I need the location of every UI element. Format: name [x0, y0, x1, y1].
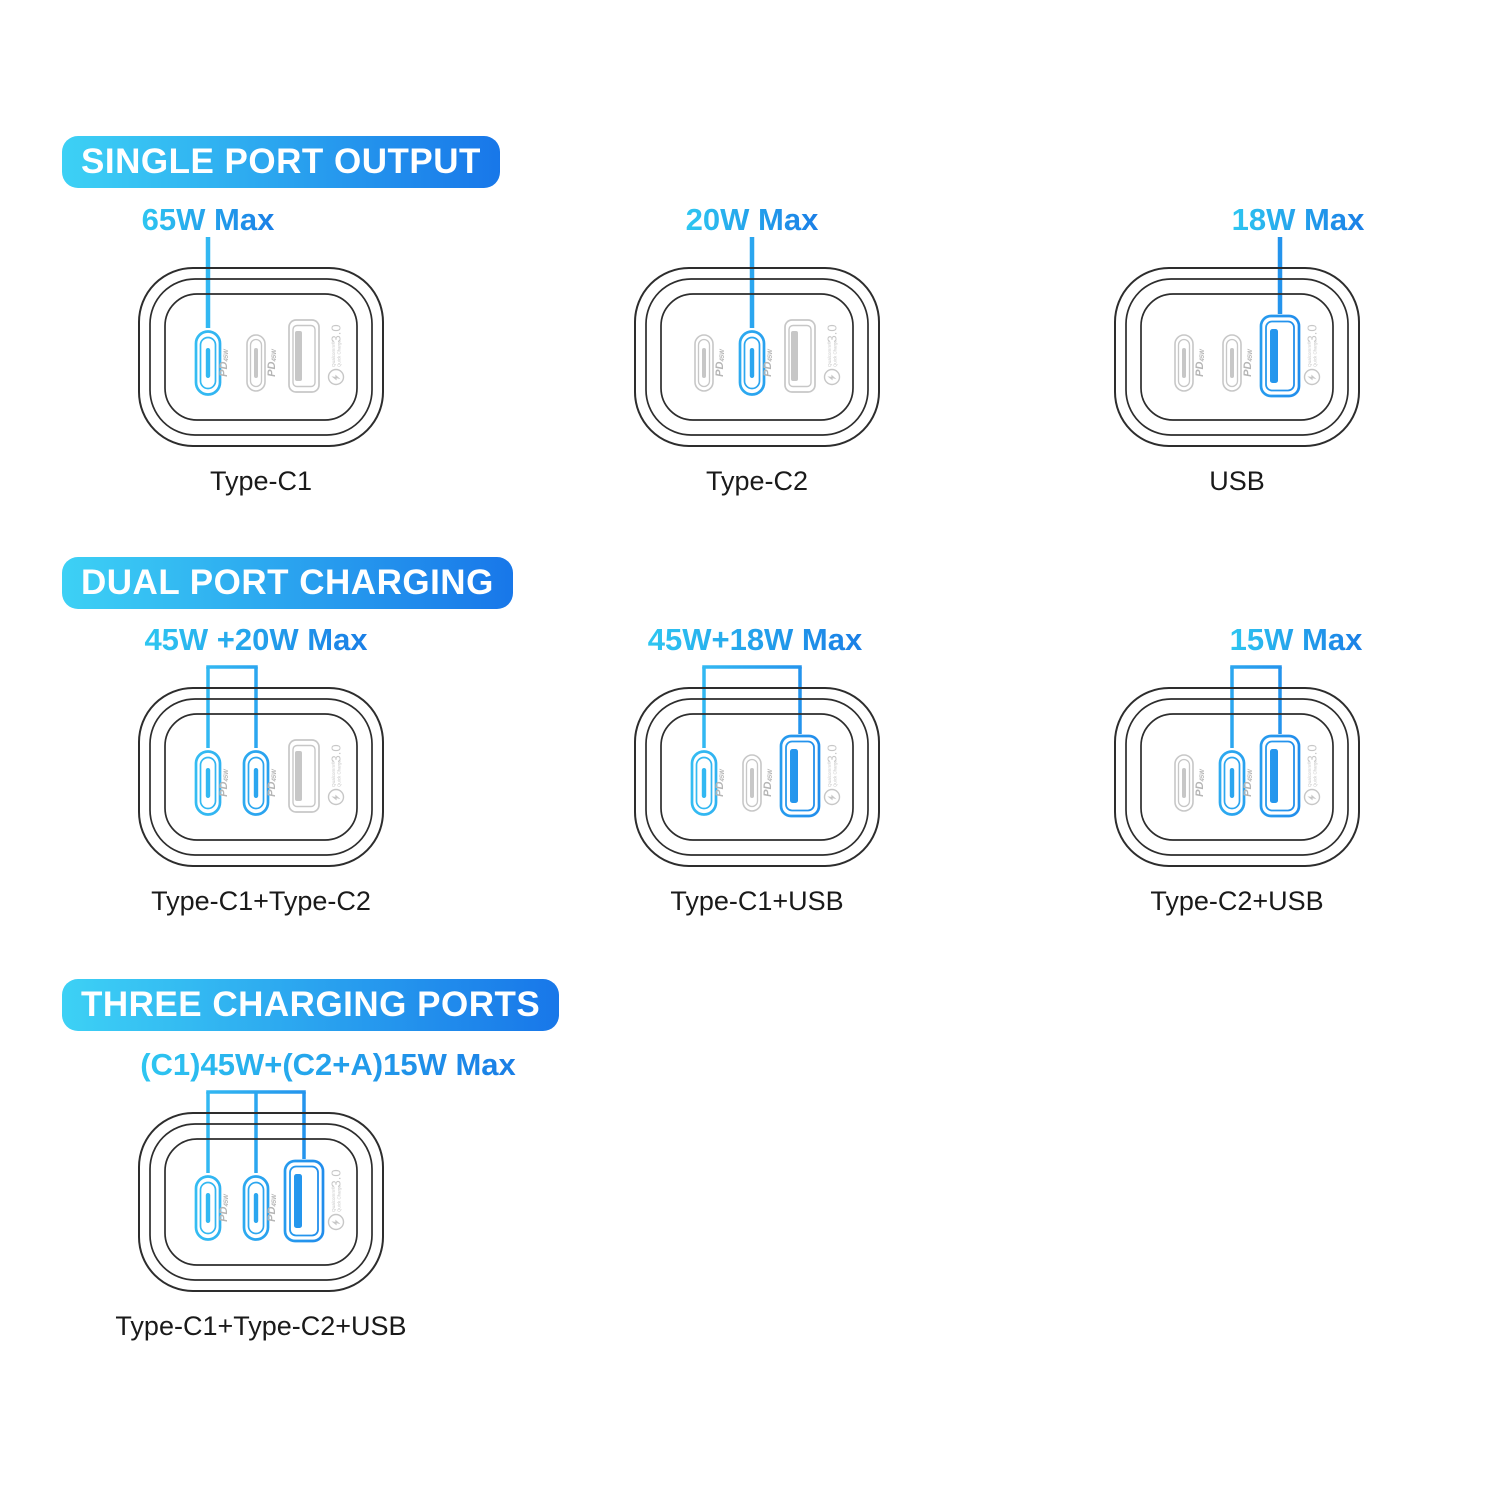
qc-sub-text: Quick Charge	[832, 760, 838, 787]
port-c1	[1175, 335, 1193, 391]
power-label: 45W +20W Max	[144, 622, 368, 657]
charger-diagram	[51, 1040, 516, 1360]
svg-text:PD45W: PD45W	[714, 769, 726, 797]
lightning-bolt-icon	[331, 375, 340, 381]
power-label: (C1)45W+(C2+A)15W Max	[140, 1047, 516, 1082]
qc-brand-text: Qualcomm®	[330, 341, 336, 367]
svg-text:PD45W: PD45W	[762, 769, 774, 797]
charger-body	[1115, 688, 1359, 866]
charger-body	[139, 1113, 383, 1291]
qc-brand-text: Qualcomm®	[826, 761, 832, 787]
qc-version-text: 3.0	[328, 744, 344, 763]
pd-print-c1	[1194, 768, 1206, 797]
qc-sub-text: Quick Charge	[832, 340, 838, 367]
qc-brand-text: Qualcomm®	[330, 1186, 336, 1212]
charger-cell	[51, 615, 471, 935]
port-usb	[785, 320, 815, 392]
caption: Type-C1+Type-C2+USB	[115, 1311, 407, 1341]
lightning-bolt-icon	[827, 795, 836, 801]
svg-text:PD45W: PD45W	[714, 349, 726, 377]
qc-brand-text: Qualcomm®	[1306, 761, 1312, 787]
svg-text:PD45W: PD45W	[266, 769, 278, 797]
qc-brand-text: Qualcomm®	[330, 761, 336, 787]
qc-sub-text: Quick Charge	[336, 760, 342, 787]
svg-text:PD45W: PD45W	[266, 349, 278, 377]
charger-diagram	[547, 615, 967, 935]
pd-print-c2	[266, 348, 278, 377]
quick-charge-3-logo	[1305, 324, 1320, 384]
port-usb	[1261, 736, 1299, 816]
svg-text:PD45W: PD45W	[1242, 769, 1254, 797]
qc-brand-text: Qualcomm®	[826, 341, 832, 367]
qc-version-text: 3.0	[1304, 744, 1320, 763]
caption: Type-C1	[209, 466, 313, 496]
port-c2	[247, 335, 265, 391]
power-label: 45W+18W Max	[647, 622, 863, 657]
port-c2	[1220, 752, 1244, 815]
port-c2	[740, 332, 764, 395]
charger-diagram	[51, 195, 471, 515]
svg-text:PD45W: PD45W	[266, 1194, 278, 1222]
port-c1	[695, 335, 713, 391]
charger-cell	[51, 195, 471, 515]
pd-print-c1	[714, 348, 726, 377]
power-label: 15W Max	[1229, 622, 1363, 657]
qc-version-text: 3.0	[328, 324, 344, 343]
qc-version-text: 3.0	[328, 1169, 344, 1188]
pd-print-c2	[1242, 348, 1254, 377]
charger-diagram	[547, 195, 967, 515]
svg-text:PD45W: PD45W	[218, 769, 230, 797]
port-c2	[244, 1177, 268, 1240]
charger-cell	[1027, 615, 1447, 935]
caption: Type-C1+Type-C2	[151, 886, 371, 916]
charger-diagram	[1027, 195, 1447, 515]
svg-text:PD45W: PD45W	[1194, 349, 1206, 377]
port-c1	[196, 752, 220, 815]
power-label: 18W Max	[1231, 202, 1365, 237]
qc-sub-text: Quick Charge	[336, 1185, 342, 1212]
port-c2	[244, 752, 268, 815]
port-usb	[1261, 316, 1299, 396]
caption: Type-C2	[705, 466, 809, 496]
power-label: 20W Max	[685, 202, 819, 237]
port-usb	[781, 736, 819, 816]
port-usb	[285, 1161, 323, 1241]
qc-sub-text: Quick Charge	[336, 340, 342, 367]
port-c2	[1223, 335, 1241, 391]
port-c2	[743, 755, 761, 811]
qc-sub-text: Quick Charge	[1312, 760, 1318, 787]
quick-charge-3-logo	[1305, 744, 1320, 804]
port-c1	[196, 332, 220, 395]
quick-charge-3-logo	[329, 1169, 344, 1229]
pd-print-c2	[762, 768, 774, 797]
qc-version-text: 3.0	[1304, 324, 1320, 343]
qc-sub-text: Quick Charge	[1312, 340, 1318, 367]
qc-version-text: 3.0	[824, 744, 840, 763]
qc-version-text: 3.0	[824, 324, 840, 343]
charger-cell	[547, 615, 967, 935]
qc-brand-text: Qualcomm®	[1306, 341, 1312, 367]
port-c1	[1175, 755, 1193, 811]
caption: Type-C1+USB	[670, 886, 844, 916]
charger-body	[139, 688, 383, 866]
charger-cell	[547, 195, 967, 515]
port-c1	[196, 1177, 220, 1240]
svg-text:PD45W: PD45W	[218, 349, 230, 377]
charger-cell	[51, 1040, 516, 1360]
charger-diagram	[1027, 615, 1447, 935]
svg-text:PD45W: PD45W	[1242, 349, 1254, 377]
caption: Type-C2+USB	[1150, 886, 1324, 916]
charger-cell	[1027, 195, 1447, 515]
quick-charge-3-logo	[825, 324, 840, 384]
power-label: 65W Max	[141, 202, 275, 237]
quick-charge-3-logo	[329, 324, 344, 384]
quick-charge-3-logo	[825, 744, 840, 804]
quick-charge-3-logo	[329, 744, 344, 804]
svg-text:PD45W: PD45W	[218, 1194, 230, 1222]
lightning-bolt-icon	[331, 1220, 340, 1226]
port-usb	[289, 320, 319, 392]
pd-print-c1	[1194, 348, 1206, 377]
svg-text:PD45W: PD45W	[1194, 769, 1206, 797]
port-c1	[692, 752, 716, 815]
section-header-pill: SINGLE PORT OUTPUT	[62, 136, 500, 188]
lightning-bolt-icon	[1307, 375, 1316, 381]
lightning-bolt-icon	[827, 375, 836, 381]
port-usb	[289, 740, 319, 812]
section-header-pill: DUAL PORT CHARGING	[62, 557, 513, 609]
charger-diagram	[51, 615, 471, 935]
caption: USB	[1209, 466, 1265, 496]
charger-body	[635, 268, 879, 446]
lightning-bolt-icon	[1307, 795, 1316, 801]
svg-text:PD45W: PD45W	[762, 349, 774, 377]
lightning-bolt-icon	[331, 795, 340, 801]
section-header-pill: THREE CHARGING PORTS	[62, 979, 559, 1031]
